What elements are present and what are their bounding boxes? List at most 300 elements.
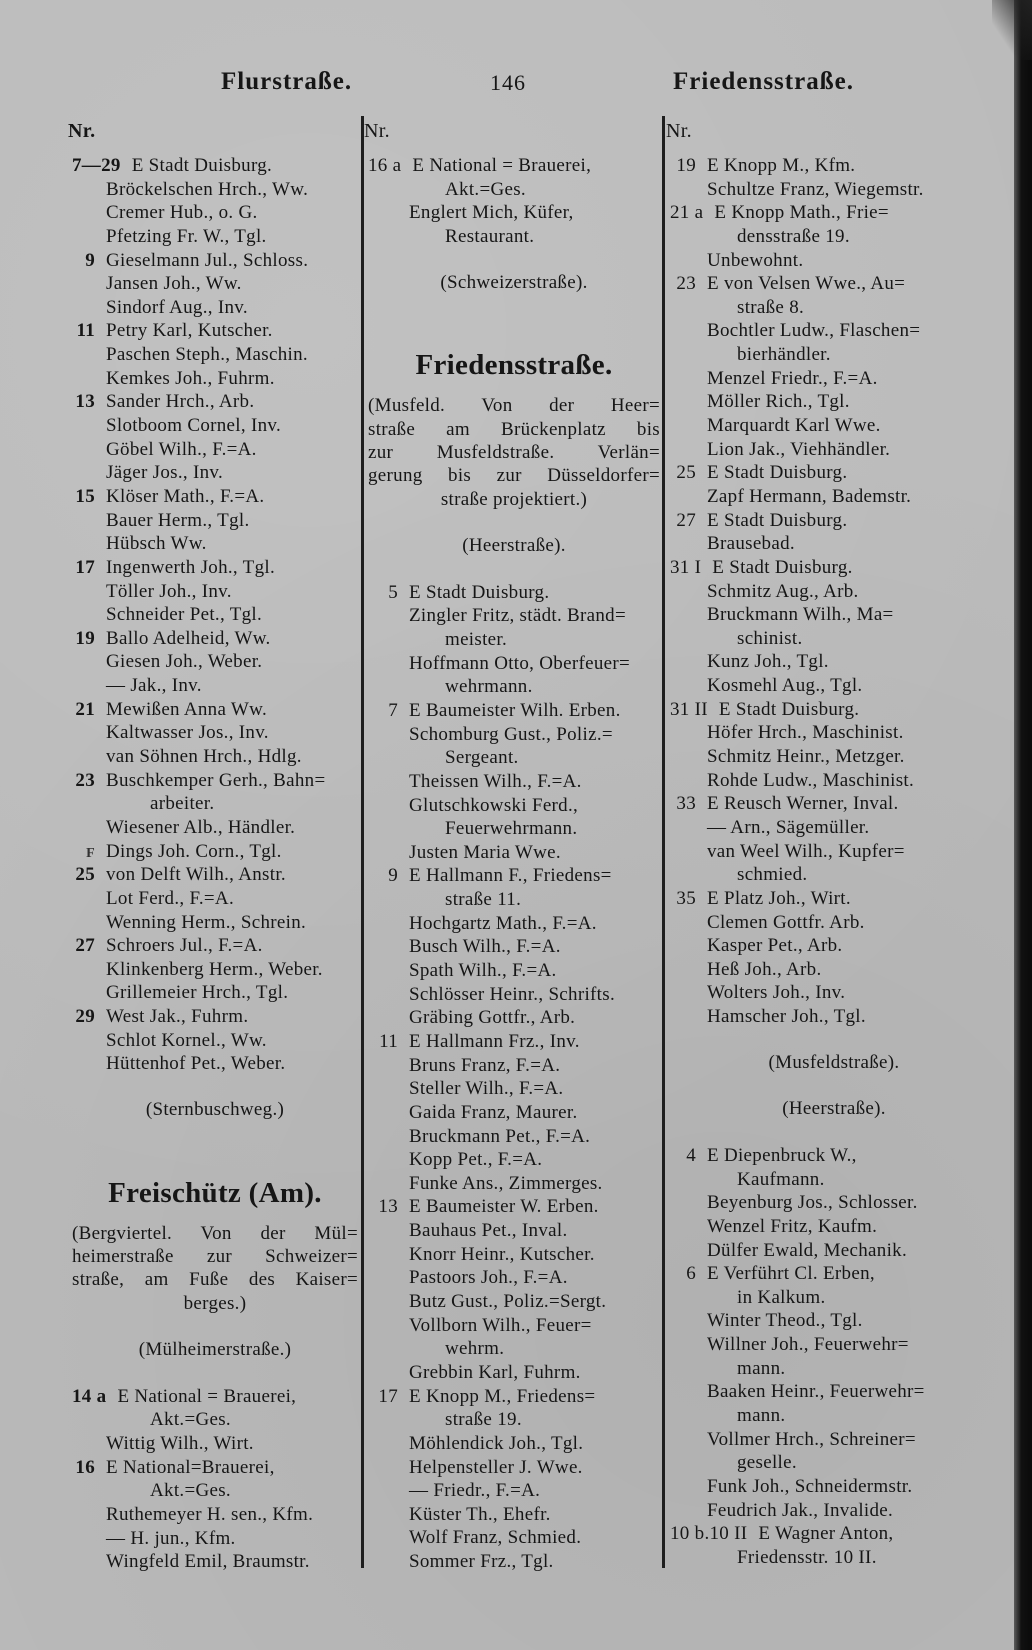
entry-text: E National=Brauerei, <box>106 1456 275 1478</box>
entry-text: arbeiter. <box>150 793 215 815</box>
entry-text: Kaltwasser Jos., Inv. <box>106 722 269 744</box>
column-2 <box>364 118 660 1574</box>
description-line: straße projektiert.) <box>440 488 588 510</box>
entry-line <box>368 1054 660 1078</box>
entry-line <box>670 792 998 816</box>
entry-text: Wenzel Fritz, Kaufm. <box>707 1215 878 1237</box>
description-line: straße am Brückenplatz bis <box>368 418 660 440</box>
house-number: 29 <box>75 1006 95 1028</box>
entry-continuation <box>670 225 998 249</box>
entry-text: — Friedr., F.=A. <box>409 1480 541 1502</box>
entry-text: Restaurant. <box>445 225 535 247</box>
entry-text: Bröckelschen Hrch., Ww. <box>106 178 309 200</box>
entry-continuation <box>368 746 660 770</box>
entry-line <box>368 1219 660 1243</box>
entry-text: Wiesener Alb., Händler. <box>106 816 296 838</box>
entry-line <box>670 556 998 580</box>
entry-text: Friedensstr. 10 II. <box>737 1546 877 1568</box>
entry-text: Cremer Hub., o. G. <box>106 202 258 224</box>
description-line: (Bergviertel. Von der Mül= <box>72 1222 358 1244</box>
entry-line <box>368 1550 660 1574</box>
entry-text: E Knopp M., Friedens= <box>409 1385 596 1407</box>
house-number: 23 <box>75 769 95 791</box>
address-entries <box>670 1144 998 1570</box>
entry-text: schmied. <box>737 864 808 886</box>
entry-line <box>368 1432 660 1456</box>
entry-line <box>368 1243 660 1267</box>
entry-line <box>368 1006 660 1030</box>
entry-text: in Kalkum. <box>737 1286 826 1308</box>
entry-text: E National = Brauerei, <box>117 1385 297 1407</box>
entry-line <box>368 1030 660 1054</box>
entry-text: van Weel Wilh., Kupfer= <box>707 840 905 862</box>
column-divider <box>361 116 364 1568</box>
entry-line <box>670 367 998 391</box>
entry-text: Schomburg Gust., Poliz.= <box>409 723 613 745</box>
house-number: 21 a <box>670 202 704 224</box>
entry-text: Dings Joh. Corn., Tgl. <box>106 840 282 862</box>
page-corner-shadow <box>992 0 1032 60</box>
entry-text: E Verführt Cl. Erben, <box>707 1263 875 1285</box>
column-3 <box>666 118 998 1570</box>
address-entries <box>368 154 660 249</box>
entry-text: E Stadt Duisburg. <box>718 698 860 720</box>
entry-text: Bauhaus Pet., Inval. <box>409 1220 568 1242</box>
entry-text: E Knopp Math., Frie= <box>714 202 889 224</box>
entry-line <box>368 935 660 959</box>
entry-line <box>368 723 660 747</box>
entry-continuation <box>670 1357 998 1381</box>
entry-continuation <box>670 1546 998 1570</box>
entry-line <box>670 1215 998 1239</box>
house-number: 23 <box>676 273 696 295</box>
entry-continuation <box>670 1168 998 1192</box>
entry-text: wehrmann. <box>445 676 533 698</box>
street-heading: Friedensstraße. <box>415 349 613 382</box>
entry-line <box>670 721 998 745</box>
house-number: 7 <box>388 700 398 721</box>
column-nr-label: Nr. <box>364 120 390 142</box>
entry-line <box>72 1456 358 1480</box>
entry-line <box>368 1125 660 1149</box>
entry-line <box>72 674 358 698</box>
entry-line <box>72 485 358 509</box>
cross-street-note: (Musfeldstraße). <box>768 1051 900 1073</box>
entry-line <box>670 461 998 485</box>
entry-text: Pfetzing Fr. W., Tgl. <box>106 225 267 247</box>
entry-line <box>72 863 358 887</box>
entry-text: Feudrich Jak., Invalide. <box>707 1499 894 1521</box>
entry-line <box>368 1526 660 1550</box>
cross-street-note: (Heerstraße). <box>782 1098 886 1120</box>
entry-line <box>670 201 998 225</box>
entry-text: Spath Wilh., F.=A. <box>409 960 557 982</box>
entry-text: Unbewohnt. <box>707 249 804 271</box>
entry-text: Bochtler Ludw., Flaschen= <box>707 320 921 342</box>
spacer <box>72 144 358 154</box>
entry-line <box>368 1195 660 1219</box>
entry-text: Hübsch Ww. <box>106 533 207 555</box>
entry-line <box>670 1144 998 1168</box>
entry-continuation <box>368 628 660 652</box>
entry-line <box>670 981 998 1005</box>
entry-text: Englert Mich, Küfer, <box>409 202 574 224</box>
entry-line <box>368 1148 660 1172</box>
entry-text: Kopp Pet., F.=A. <box>409 1149 543 1171</box>
entry-line <box>670 674 998 698</box>
entry-continuation <box>670 627 998 651</box>
entry-text: Jäger Jos., Inv. <box>106 462 224 484</box>
entry-line <box>670 887 998 911</box>
entry-text: E Hallmann F., Friedens= <box>409 865 612 887</box>
house-number: 21 <box>75 698 95 720</box>
address-entries <box>72 1385 358 1574</box>
entry-line <box>368 770 660 794</box>
entry-text: mann. <box>737 1357 786 1379</box>
entry-text: Heß Joh., Arb. <box>707 958 822 980</box>
margin-mark: F <box>86 845 95 861</box>
entry-text: Dülfer Ewald, Mechanik. <box>707 1239 907 1261</box>
entry-continuation <box>670 1404 998 1428</box>
page-edge-shadow <box>1014 0 1032 1650</box>
entry-line <box>670 1522 998 1546</box>
entry-continuation <box>670 343 998 367</box>
entry-text: Schroers Jul., F.=A. <box>106 935 263 957</box>
entry-text: Clemen Gottfr. Arb. <box>707 911 865 933</box>
entry-line <box>72 816 358 840</box>
entry-line <box>72 509 358 533</box>
entry-line <box>368 581 660 605</box>
entry-text: Akt.=Ges. <box>150 1409 231 1431</box>
house-number: 15 <box>75 485 95 507</box>
entry-text: Grillemeier Hrch., Tgl. <box>106 982 289 1004</box>
entry-line <box>670 532 998 556</box>
entry-text: Wolters Joh., Inv. <box>707 982 846 1004</box>
entry-continuation <box>72 1479 358 1503</box>
entry-text: Bruns Franz, F.=A. <box>409 1054 561 1076</box>
entry-text: E Hallmann Frz., Inv. <box>409 1030 580 1052</box>
house-number: 14 a <box>72 1385 107 1407</box>
entry-line <box>72 1550 358 1574</box>
entry-text: von Delft Wilh., Anstr. <box>106 864 286 886</box>
entry-text: Wolf Franz, Schmied. <box>409 1527 582 1549</box>
entry-continuation <box>368 675 660 699</box>
entry-line <box>72 769 358 793</box>
entry-text: Hüttenhof Pet., Weber. <box>106 1053 286 1075</box>
entry-line <box>670 580 998 604</box>
entry-text: straße 19. <box>445 1409 522 1431</box>
entry-line <box>368 154 660 178</box>
entry-text: Möller Rich., Tgl. <box>707 391 850 413</box>
entry-text: E Wagner Anton, <box>758 1523 894 1545</box>
entry-line <box>72 745 358 769</box>
entry-line <box>670 485 998 509</box>
entry-continuation <box>72 1408 358 1432</box>
house-number: 25 <box>676 462 696 484</box>
entry-text: — Arn., Sägemüller. <box>707 816 870 838</box>
entry-line <box>72 178 358 202</box>
entry-text: Mewißen Anna Ww. <box>106 698 267 720</box>
entry-text: Töller Joh., Inv. <box>106 580 232 602</box>
house-number: 9 <box>85 249 95 271</box>
entry-text: Gaida Franz, Maurer. <box>409 1101 578 1123</box>
entry-line <box>670 272 998 296</box>
entry-text: Vollmer Hrch., Schreiner= <box>707 1428 916 1450</box>
entry-line <box>368 201 660 225</box>
address-entries <box>368 581 660 1574</box>
entry-text: E Knopp M., Kfm. <box>707 155 856 176</box>
entry-text: Hamscher Joh., Tgl. <box>707 1006 866 1028</box>
entry-text: Menzel Friedr., F.=A. <box>707 367 878 389</box>
entry-line <box>670 745 998 769</box>
house-number: 17 <box>75 556 95 578</box>
entry-text: Sommer Frz., Tgl. <box>409 1551 554 1573</box>
entry-line <box>72 367 358 391</box>
entry-line <box>670 603 998 627</box>
entry-text: Ruthemeyer H. sen., Kfm. <box>106 1504 314 1526</box>
entry-line <box>368 1456 660 1480</box>
entry-line <box>368 699 660 723</box>
entry-line <box>72 650 358 674</box>
entry-text: Kosmehl Aug., Tgl. <box>707 675 863 697</box>
entry-text: Lot Ferd., F.=A. <box>106 887 234 909</box>
house-number: 11 <box>379 1030 398 1052</box>
entry-text: Klinkenberg Herm., Weber. <box>106 958 323 980</box>
entry-text: E National = Brauerei, <box>412 155 592 176</box>
entry-continuation <box>368 225 660 249</box>
entry-line <box>368 864 660 888</box>
house-number: 13 <box>75 391 95 413</box>
entry-line <box>72 556 358 580</box>
cross-street-note: (Sternbuschweg.) <box>145 1098 285 1120</box>
entry-line <box>72 249 358 273</box>
spacer <box>368 144 660 154</box>
entry-text: Slotboom Cornel, Inv. <box>106 415 282 437</box>
entry-text: Baaken Heinr., Feuerwehr= <box>707 1381 925 1403</box>
entry-line <box>368 1290 660 1314</box>
house-number: 4 <box>686 1144 696 1166</box>
entry-line <box>670 1333 998 1357</box>
entry-text: Paschen Steph., Maschin. <box>106 344 308 366</box>
entry-text: Buschkemper Gerh., Bahn= <box>106 769 326 791</box>
entry-line <box>72 343 358 367</box>
entry-line <box>72 438 358 462</box>
entry-line <box>670 958 998 982</box>
entry-line <box>368 794 660 818</box>
entry-line <box>72 319 358 343</box>
entry-text: Bauer Herm., Tgl. <box>106 509 250 531</box>
entry-text: Lion Jak., Viehhändler. <box>707 438 891 460</box>
entry-text: Akt.=Ges. <box>150 1480 231 1502</box>
entry-line <box>72 1052 358 1076</box>
entry-text: E Stadt Duisburg. <box>707 509 848 531</box>
entry-text: E Stadt Duisburg. <box>409 581 550 603</box>
entry-text: Giesen Joh., Weber. <box>106 651 263 673</box>
entry-text: Busch Wilh., F.=A. <box>409 936 561 958</box>
entry-line <box>368 604 660 628</box>
entry-line <box>670 911 998 935</box>
house-number: 25 <box>75 864 95 886</box>
entry-text: Knorr Heinr., Kutscher. <box>409 1243 595 1265</box>
street-description <box>368 394 660 511</box>
entry-text: Jansen Joh., Ww. <box>106 273 242 295</box>
entry-text: straße 11. <box>445 889 522 911</box>
entry-text: Zingler Fritz, städt. Brand= <box>409 605 626 627</box>
entry-line <box>670 1475 998 1499</box>
entry-line <box>72 154 358 178</box>
entry-text: Pastoors Joh., F.=A. <box>409 1267 568 1289</box>
address-entries <box>670 154 998 1029</box>
house-number: 7—29 <box>72 155 121 176</box>
entry-line <box>72 1432 358 1456</box>
entry-text: Kaufmann. <box>737 1168 825 1190</box>
entry-text: Funk Joh., Schneidermstr. <box>707 1475 913 1497</box>
entry-text: Gieselmann Jul., Schloss. <box>106 249 309 271</box>
description-line: berges.) <box>183 1292 247 1314</box>
entry-line <box>670 1239 998 1263</box>
house-number: 19 <box>676 155 696 176</box>
entry-line <box>670 1499 998 1523</box>
house-number: 35 <box>676 887 696 909</box>
entry-text: Rohde Ludw., Maschinist. <box>707 769 915 791</box>
house-number: 27 <box>676 509 696 531</box>
house-number: 5 <box>388 581 398 603</box>
entry-line <box>670 1262 998 1286</box>
entry-line <box>72 627 358 651</box>
entry-line <box>368 983 660 1007</box>
entry-text: Kasper Pet., Arb. <box>707 935 843 957</box>
entry-line <box>72 840 358 864</box>
entry-text: E Baumeister Wilh. Erben. <box>409 700 621 721</box>
entry-line <box>368 1385 660 1409</box>
entry-text: schinist. <box>737 627 803 649</box>
entry-text: Beyenburg Jos., Schlosser. <box>707 1192 918 1214</box>
entry-text: densstraße 19. <box>737 225 850 247</box>
entry-text: Gräbing Gottfr., Arb. <box>409 1007 576 1029</box>
entry-line <box>670 650 998 674</box>
entry-text: E von Velsen Wwe., Au= <box>707 273 906 295</box>
entry-line <box>670 319 998 343</box>
entry-line <box>368 1077 660 1101</box>
entry-line <box>72 1385 358 1409</box>
entry-text: bierhändler. <box>737 344 831 366</box>
cross-street-note: (Schweizerstraße). <box>440 271 588 293</box>
street-heading: Freischütz (Am). <box>108 1176 322 1209</box>
description-line: zur Musfeldstraße. Verlän= <box>368 441 660 463</box>
entry-text: Helpensteller J. Wwe. <box>409 1456 583 1478</box>
entry-line <box>368 1361 660 1385</box>
entry-line <box>72 911 358 935</box>
column-nr-label: Nr. <box>68 120 96 142</box>
entry-line <box>368 1172 660 1196</box>
entry-text: Sergeant. <box>445 747 519 769</box>
cross-street-note: (Heerstraße). <box>462 535 566 557</box>
entry-text: E Reusch Werner, Inval. <box>707 793 899 815</box>
entry-line <box>72 1527 358 1551</box>
entry-text: Vollborn Wilh., Feuer= <box>409 1314 592 1336</box>
street-description <box>72 1222 358 1316</box>
page-number: 146 <box>490 70 526 95</box>
entry-continuation <box>368 1408 660 1432</box>
running-head-right: Friedensstraße. <box>673 68 854 95</box>
entry-text: E Stadt Duisburg. <box>131 155 273 176</box>
entry-text: Ballo Adelheid, Ww. <box>106 627 271 649</box>
house-number: 17 <box>378 1385 398 1407</box>
house-number: 16 <box>75 1456 95 1478</box>
entry-line <box>368 1503 660 1527</box>
entry-text: Bruckmann Pet., F.=A. <box>409 1125 591 1147</box>
entry-line <box>72 981 358 1005</box>
entry-line <box>670 1428 998 1452</box>
entry-line <box>368 652 660 676</box>
entry-text: Kemkes Joh., Fuhrm. <box>106 367 275 389</box>
entry-text: Grebbin Karl, Fuhrm. <box>409 1361 581 1383</box>
entry-text: Petry Karl, Kutscher. <box>106 320 273 342</box>
entry-line <box>368 1314 660 1338</box>
cross-street-note: (Mülheimerstraße.) <box>138 1339 292 1361</box>
address-entries <box>72 154 358 1076</box>
entry-text: Kunz Joh., Tgl. <box>707 651 829 673</box>
entry-line <box>72 201 358 225</box>
house-number: 16 a <box>368 155 402 176</box>
entry-continuation <box>368 1337 660 1361</box>
entry-text: Schmitz Heinr., Metzger. <box>707 746 905 768</box>
house-number: 31 II <box>670 698 708 720</box>
house-number: 19 <box>75 627 95 649</box>
entry-text: Sindorf Aug., Inv. <box>106 296 248 318</box>
entry-line <box>670 438 998 462</box>
house-number: 33 <box>676 793 696 815</box>
entry-text: Bruckmann Wilh., Ma= <box>707 604 894 626</box>
entry-line <box>670 390 998 414</box>
entry-continuation <box>72 792 358 816</box>
entry-text: Wingfeld Emil, Braumstr. <box>106 1551 310 1573</box>
entry-line <box>670 1380 998 1404</box>
entry-continuation <box>368 888 660 912</box>
entry-line <box>368 959 660 983</box>
entry-line <box>72 1029 358 1053</box>
entry-text: Butz Gust., Poliz.=Sergt. <box>409 1291 607 1313</box>
entry-line <box>368 1479 660 1503</box>
entry-text: wehrm. <box>445 1338 505 1360</box>
entry-text: Schlot Kornel., Ww. <box>106 1029 267 1051</box>
entry-line <box>670 769 998 793</box>
entry-line <box>72 934 358 958</box>
entry-text: Schneider Pet., Tgl. <box>106 604 263 626</box>
entry-line <box>72 1005 358 1029</box>
entry-line <box>670 1005 998 1029</box>
running-head-left: Flurstraße. <box>221 68 353 95</box>
entry-line <box>670 178 998 202</box>
entry-text: — H. jun., Kfm. <box>106 1527 236 1549</box>
entry-line <box>670 154 998 178</box>
entry-text: Schultze Franz, Wiegemstr. <box>707 178 924 200</box>
entry-continuation <box>368 178 660 202</box>
entry-continuation <box>670 1451 998 1475</box>
entry-line <box>72 958 358 982</box>
house-number: 6 <box>686 1263 696 1285</box>
description-line: heimerstraße zur Schweizer= <box>72 1246 358 1268</box>
entry-continuation <box>670 1286 998 1310</box>
entry-text: van Söhnen Hrch., Hdlg. <box>106 746 302 768</box>
entry-line <box>670 816 998 840</box>
entry-text: Göbel Wilh., F.=A. <box>106 438 257 460</box>
entry-text: Sander Hrch., Arb. <box>106 391 255 413</box>
entry-line <box>72 225 358 249</box>
entry-text: Ingenwerth Joh., Tgl. <box>106 556 276 578</box>
entry-continuation <box>670 296 998 320</box>
entry-line <box>670 1309 998 1333</box>
